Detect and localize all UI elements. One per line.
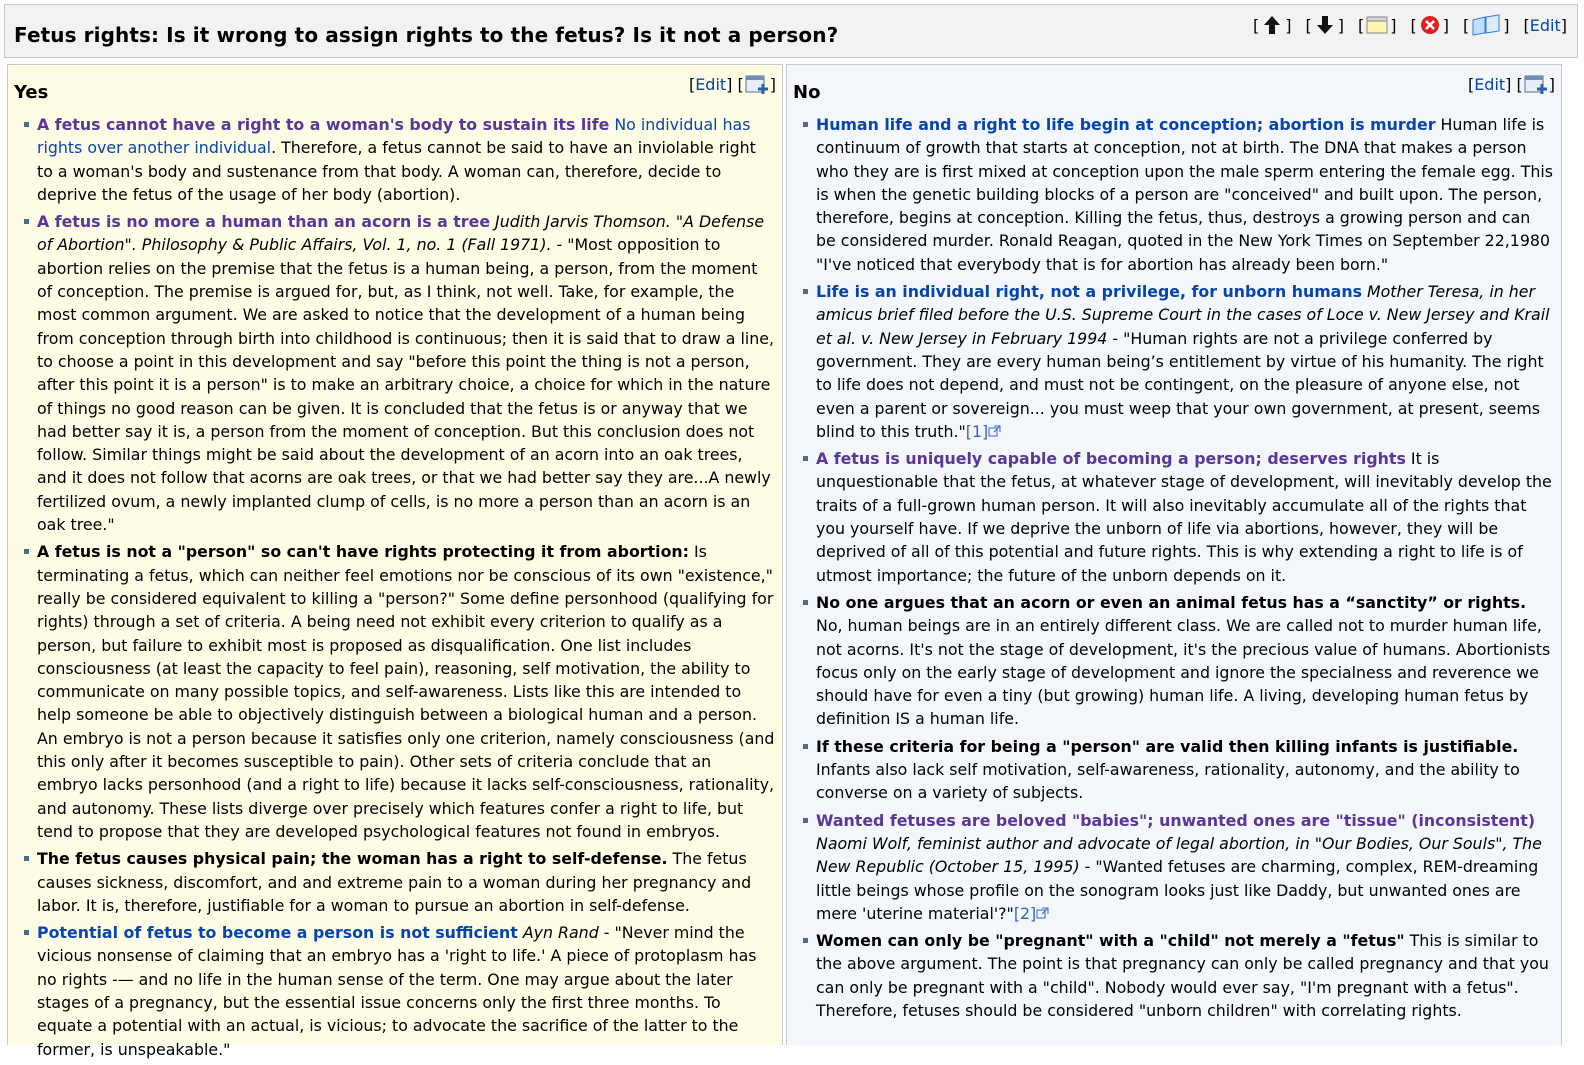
argument-heading: Women can only be "pregnant" with a "child" not merely a "fetus" <box>816 931 1405 951</box>
book-button[interactable]: [ ] <box>1463 15 1510 35</box>
argument-body: The fetus causes sickness, discomfort, and and extreme pain to a woman during her pregnancy and labor. It is, therefore, justifiable for a woman to pursue an abortion in self-defense. <box>37 849 752 915</box>
argument-heading: No one argues that an acorn or even an animal fetus has a “sanctity” or rights. <box>816 592 1527 612</box>
argument-body: - "Never mind the vicious nonsense of claiming that an embryo has a 'right to life.' A piece of protoplasm has no rights -— and no life in the human sense of the term. One may argue about the later stages of a pregnancy, but the essential issue concerns only the first three months. To equate a potential with an actual, is vicious; to advocate the sacrifice of the latter to the former, is unspeakable." <box>37 923 757 1059</box>
move-up-button[interactable]: [ ] <box>1253 15 1292 35</box>
argument-body: - "Human rights are not a privilege conferred by government. They are every human being’s entitlement by virtue of his humanity. The right to life does not depend, and must not be contingent, on the pleasure of anyone else, not even a parent or sovereign... you must weep that your own government, at present, seems blind to this truth." <box>816 328 1544 441</box>
argument-link[interactable]: No individual has rights over another individual <box>37 115 751 158</box>
move-down-button[interactable]: [ ] <box>1305 15 1345 35</box>
list-item <box>795 447 1555 587</box>
argument-body: Human life is continuum of growth that starts at conception, not at birth. The DNA that makes a person who they are is first mixed at conception upon the male sperm entering the female egg. This is when the genetic building blocks of a person are "conceived" and built upon. The person, therefore, begins at conception. Killing the fetus, thus, destroys a growing person and can be considered murder. Ronald Reagan, quoted in the New York Times on September 22,1980 "I've noticed that everybody that is for abortion has already been born." <box>816 115 1553 274</box>
no-argument-list <box>795 113 1555 1026</box>
list-item <box>795 929 1555 1022</box>
delete-icon <box>1419 14 1441 36</box>
arrow-up-icon <box>1261 14 1283 36</box>
list-item <box>16 210 776 536</box>
yes-toolbar: [ Edit ] [ ] <box>688 74 776 94</box>
book-icon <box>1471 14 1501 36</box>
list-item <box>795 809 1555 925</box>
argument-body: Is terminating a fetus, which can neither feel emotions nor be conscious of its own "existence," really be considered equivalent to killing a "person?" Some define personhood (qualifying for rights) through a set of criteria. A being need not exhibit every criterion to qualify as a person, but failure to exhibit most is proposed as disqualification. One list includes consciousness (at least the capacity to feel pain), reasoning, self motivation, the ability to communicate on many possible topics, and self-awareness. Lists like this are intended to help someone be able to objectively distinguish between a biological human and a person. An embryo is not a person because it satisfies only one criterion, namely consciousness (and this only after it becomes susceptible to pain). Other sets of criteria conclude that an embryo lacks personhood (and a right to life) because it lacks self-consciousness, rationality, and autonomy. These lists diverge over precisely which features confer a right to life, but tend to propose that they are developed psychological features not found in embryos. <box>37 542 775 841</box>
delete-button[interactable]: [ ] <box>1410 15 1450 35</box>
argument-heading-link[interactable]: Wanted fetuses are beloved "babies"; unwanted ones are "tissue" (inconsistent) <box>816 810 1536 830</box>
yes-heading: Yes <box>14 82 49 103</box>
argument-body: Infants also lack self motivation, self-awareness, rationality, autonomy, and the ability to converse on a variety of subjects. <box>816 760 1520 803</box>
argument-heading: A fetus is not a "person" so can't have rights protecting it from abortion: <box>37 542 689 562</box>
external-link-icon <box>988 422 1002 441</box>
header-toolbar <box>1239 14 1567 36</box>
note-button[interactable]: [ ] <box>1358 15 1397 35</box>
list-item <box>16 113 776 206</box>
arrow-down-icon <box>1314 14 1336 36</box>
argument-heading: If these criteria for being a "person" are valid then killing infants is justifiable. <box>816 736 1519 756</box>
argument-heading: The fetus causes physical pain; the woman has a right to self-defense. <box>37 849 668 869</box>
argument-body: It is unquestionable that the fetus, at whatever stage of development, will inevitably develop the traits of a full-grown human person. It will also inevitably accumulate all of the rights that you yourself have. If we deprive the unborn of life via abortions, however, they will be deprived of all of this potential and future rights. This is why extending a right to life is of utmost importance; the future of the unborn depends on it. <box>816 449 1552 585</box>
argument-heading-link[interactable]: A fetus is uniquely capable of becoming a person; deserves rights <box>816 449 1406 469</box>
argument-source: Ayn Rand <box>517 923 599 943</box>
reference-link[interactable]: [2] <box>1013 903 1037 923</box>
list-item <box>795 113 1555 276</box>
page-title: Fetus rights: Is it wrong to assign rights to the fetus? Is it not a person? <box>14 23 839 47</box>
argument-body: . Therefore, a fetus cannot be said to have an inviolable right to a woman's body and sustenance from that body. A woman can, therefore, decide to deprive the fetus of the usage of her body (abortion). <box>37 138 756 204</box>
debate-header <box>4 4 1578 58</box>
yes-column <box>7 64 783 1059</box>
no-toolbar: [ Edit ] [ ] <box>1467 74 1555 94</box>
argument-heading-link[interactable]: Human life and a right to life begin at conception; abortion is murder <box>816 115 1436 134</box>
note-icon <box>1366 14 1388 36</box>
argument-heading-link[interactable]: Potential of fetus to become a person is not sufficient <box>37 923 518 943</box>
argument-source: Naomi Wolf, feminist author and advocate of legal abortion, in "Our Bodies, Our Souls", The New Republic (October 15, 1995) <box>816 833 1542 877</box>
no-edit-link[interactable]: Edit <box>1474 74 1506 94</box>
argument-heading-link[interactable]: Life is an individual right, not a privilege, for unborn humans <box>816 282 1362 302</box>
argument-body: - "Most opposition to abortion relies on the premise that the fetus is a human being, a person, from the moment of conception. The premise is argued for, but, as I think, not well. Take, for example, the most common argument. We are asked to notice that the development of a human being from conception through birth into childhood is continuous; then it is said that to draw a line, to choose a point in this development and say "before this point the thing is not a person, after this point it is a person" is to make an arbitrary choice, a choice for which in the nature of things no good reason can be given. It is concluded that the fetus is or anyway that we had better say it is, a person from the moment of conception. But this conclusion does not follow. Similar things might be said about the development of an acorn into an oak trees, and it does not follow that acorns are oak trees, or that we had better say they are...A newly fertilized ovum, a newly implanted clump of cells, is no more a person than an acorn is an oak tree." <box>37 235 775 535</box>
edit-title-text[interactable]: Edit <box>1529 15 1561 35</box>
argument-body: - "Wanted fetuses are charming, complex, REM-dreaming little beings whose profile on the sonogram looks just like Daddy, but unwanted ones are mere 'uterine material'?" <box>816 857 1539 923</box>
argument-heading-link[interactable]: A fetus cannot have a right to a woman's body to sustain its life <box>37 115 610 134</box>
list-item <box>16 847 776 917</box>
list-item <box>16 921 776 1061</box>
yes-argument-list <box>16 113 776 1065</box>
list-item <box>795 591 1555 731</box>
no-column <box>786 64 1562 1045</box>
add-argument-icon[interactable] <box>745 73 769 95</box>
reference-link[interactable]: [1] <box>965 421 989 441</box>
argument-source: Mother Teresa, in her amicus brief filed before the U.S. Supreme Court in the cases of Loce v. New Jersey and Krail et al. v. New Jersey in February 1994 <box>816 282 1550 348</box>
edit-title-link[interactable]: [ Edit ] <box>1523 15 1567 35</box>
list-item <box>795 280 1555 443</box>
argument-body: No, human beings are in an entirely different class. We are called not to murder human life, not acorns. It's not the stage of development, it's the precious value of humans. Abortionists focus only on the early stage of development and ignore the specialness and reverence we should have for even a tiny (but growing) human life. A living, developing human fetus by definition IS a human life. <box>816 616 1551 729</box>
list-item <box>795 735 1555 805</box>
yes-edit-link[interactable]: Edit <box>695 74 727 94</box>
external-link-icon <box>1036 904 1050 923</box>
argument-heading-link[interactable]: A fetus is no more a human than an acorn is a tree <box>37 212 491 232</box>
no-heading: No <box>793 82 821 103</box>
argument-body: This is similar to the above argument. The point is that pregnancy can only be called pregnancy and that you can only be pregnant with a "child". Nobody would ever say, "I'm pregnant with a fetus". Therefore, fetuses should be considered "unborn children" with correlating rights. <box>816 931 1549 1020</box>
argument-source: Judith Jarvis Thomson. "A Defense of Abortion". Philosophy & Public Affairs, Vol. 1, no. 1 (Fall 1971). <box>37 212 765 255</box>
add-argument-icon[interactable] <box>1524 73 1548 95</box>
list-item <box>16 540 776 843</box>
